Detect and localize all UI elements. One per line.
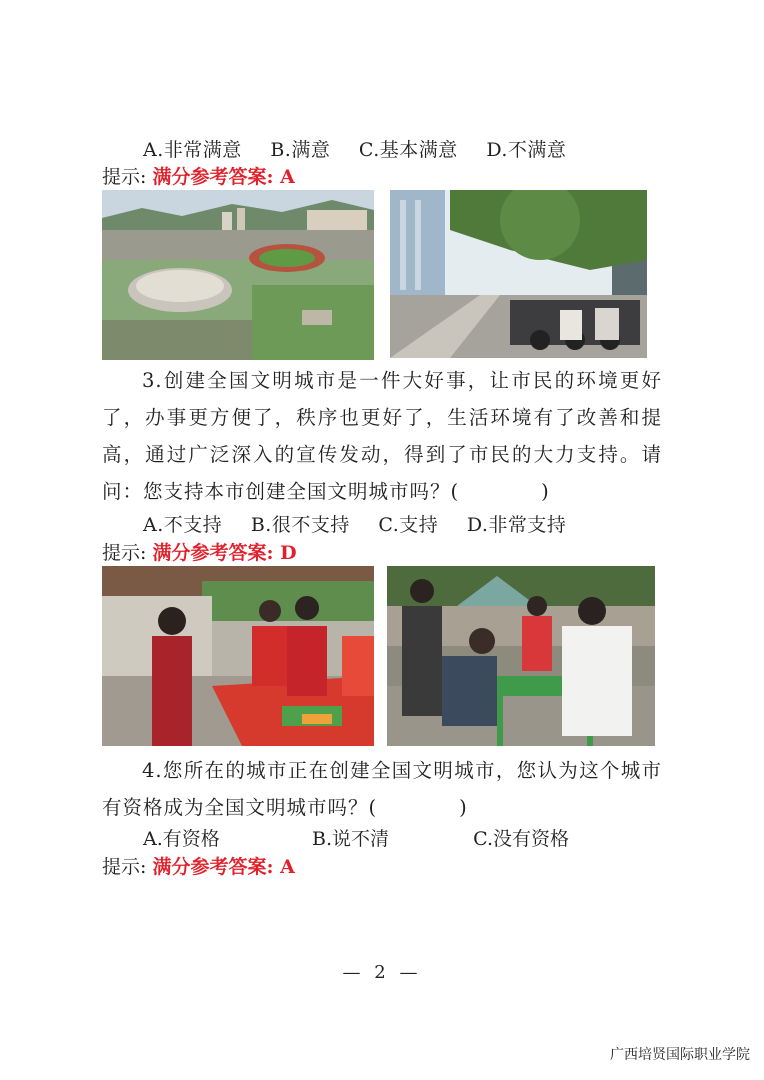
volunteers-booth-photo [102,566,374,746]
q4-hint-label: 提示: [102,856,147,878]
q3-option-b: B.很不支持 [250,514,350,536]
q2-options [143,137,588,163]
q3-text [102,362,662,510]
q3-question: 3.创建全国文明城市是一件大好事，让市民的环境更好了，办事更方便了，秩序也更好了，生活环境有了改善和提高，通过广泛深入的宣传发动，得到了市民的大力支持。请问：您支持本市创建全国文明城市吗？( ) [102,369,662,503]
q3-hint [102,540,297,566]
q4-question: 4.您所在的城市正在创建全国文明城市，您认为这个城市有资格成为全国文明城市吗？( ) [102,759,662,819]
q4-option-b: B.说不清 [312,828,390,850]
q2-option-b: B.满意 [270,139,331,161]
q2-hint [102,164,295,190]
q2-option-d: D.不满意 [486,139,567,161]
stadium-aerial-photo [102,190,374,360]
q4-hint-answer: 满分参考答案: A [152,856,295,878]
q2-option-a: A.非常满意 [143,139,242,161]
q4-text [102,752,662,826]
school-name: 广西培贤国际职业学院 [610,1047,750,1063]
q3-option-c: C.支持 [378,514,439,536]
q4-hint [102,854,295,880]
q3-hint-answer: 满分参考答案: D [152,542,297,564]
q2-hint-label: 提示: [102,166,147,188]
q3-hint-label: 提示: [102,542,147,564]
q3-options [143,512,588,538]
medical-consultation-photo [387,566,655,746]
q3-option-d: D.非常支持 [466,514,567,536]
q4-options [143,826,569,852]
q4-option-a: A.有资格 [143,828,220,850]
q4-option-c: C.没有资格 [473,828,569,850]
q2-hint-answer: 满分参考答案: A [152,166,295,188]
street-motorbikes-photo [390,190,647,358]
q2-option-c: C.基本满意 [358,139,458,161]
q3-option-a: A.不支持 [143,514,223,536]
page-number: — 2 — [342,962,422,983]
